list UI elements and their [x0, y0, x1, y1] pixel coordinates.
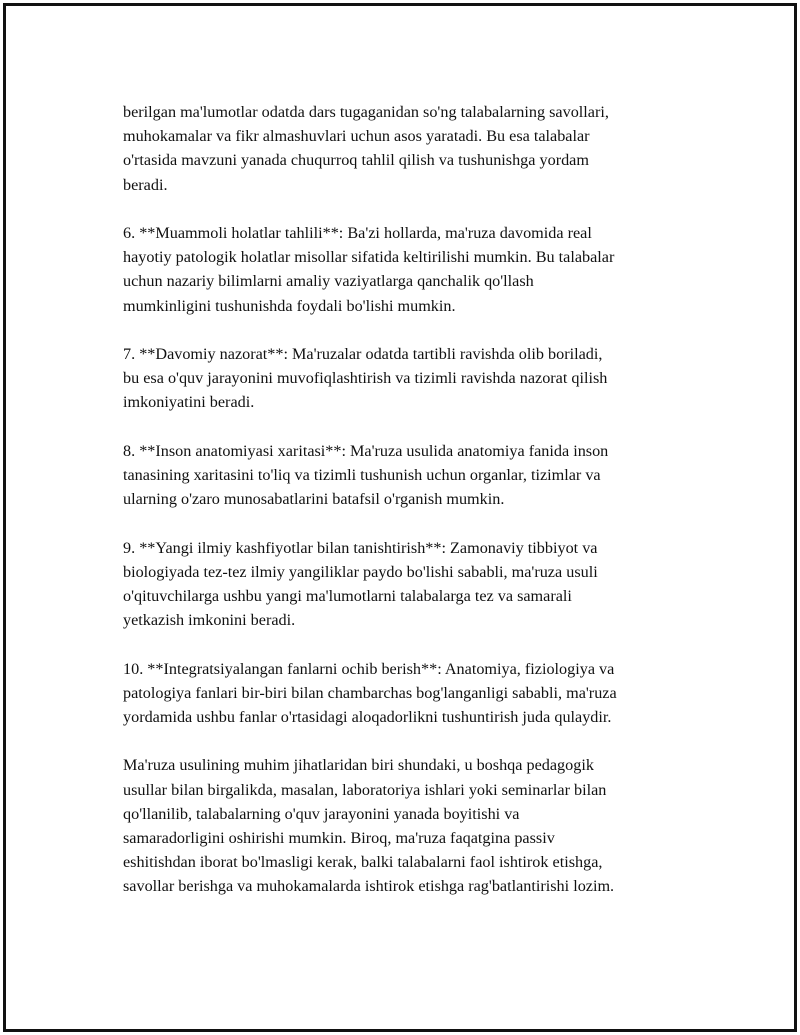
paragraph-item-10: 10. **Integratsiyalangan fanlarni ochib berish**: Anatomiya, fiziologiya va patologiya fanlari bir-biri bilan chambarchas bog'langanligi sababli, ma'ruza yordamida ushbu fanlar o'rtasidagi aloqadorlikni tushuntirish juda qulaydir. [123, 659, 617, 726]
document-body [123, 100, 683, 899]
page-frame [3, 3, 797, 1032]
paragraph-item-6: 6. **Muammoli holatlar tahlili**: Ba'zi hollarda, ma'ruza davomida real hayotiy patologik holatlar misollar sifatida keltirilishi mumkin. Bu talabalar uchun nazariy bilimlarni amaliy vaziyatlarga qanchalik qo'llash mumkinligini tushunishda foydali bo'lishi mumkin. [123, 224, 615, 315]
paragraph-continuation: berilgan ma'lumotlar odatda dars tugaganidan so'ng talabalarning savollari, muhokamalar va fikr almashuvlari uchun asos yaratadi. Bu esa talabalar o'rtasida mavzuni yanada chuqurroq tahlil qilish va tushunishga yordam beradi. [123, 103, 609, 194]
paragraph-item-9: 9. **Yangi ilmiy kashfiyotlar bilan tanishtirish**: Zamonaviy tibbiyot va biologiyada tez-tez ilmiy yangiliklar paydo bo'lishi sababli, ma'ruza usuli o'qituvchilarga ushbu yangi ma'lumotlarni talabalarga tez va samarali yetkazish imkonini beradi. [123, 538, 598, 630]
paragraph-item-8: 8. **Inson anatomiyasi xaritasi**: Ma'ruza usulida anatomiya fanida inson tanasining xaritasini to'liq va tizimli tushunish uchun organlar, tizimlar va ularning o'zaro munosabatlarini batafsil o'rganish mumkin. [123, 441, 609, 509]
paragraph-item-7: 7. **Davomiy nazorat**: Ma'ruzalar odatda tartibli ravishda olib boriladi, bu esa o'quv jarayonini muvofiqlashtirish va tizimli ravishda nazorat qilish imkoniyatini beradi. [123, 345, 608, 412]
paragraph-conclusion: Ma'ruza usulining muhim jihatlaridan biri shundaki, u boshqa pedagogik usullar bilan birgalikda, masalan, laboratoriya ishlari yoki seminarlar bilan qo'llanilib, talabalarning o'quv jarayonini yanada boyitishi va samaradorligini oshirishi mumkin. Biroq, ma'ruza faqatgina passiv eshitishdan iborat bo'lmasligi kerak, balki talabalarni faol ishtirok etishga, savollar berishga va muhokamalarda ishtirok etishga rag'batlantirishi lozim. [123, 756, 615, 896]
